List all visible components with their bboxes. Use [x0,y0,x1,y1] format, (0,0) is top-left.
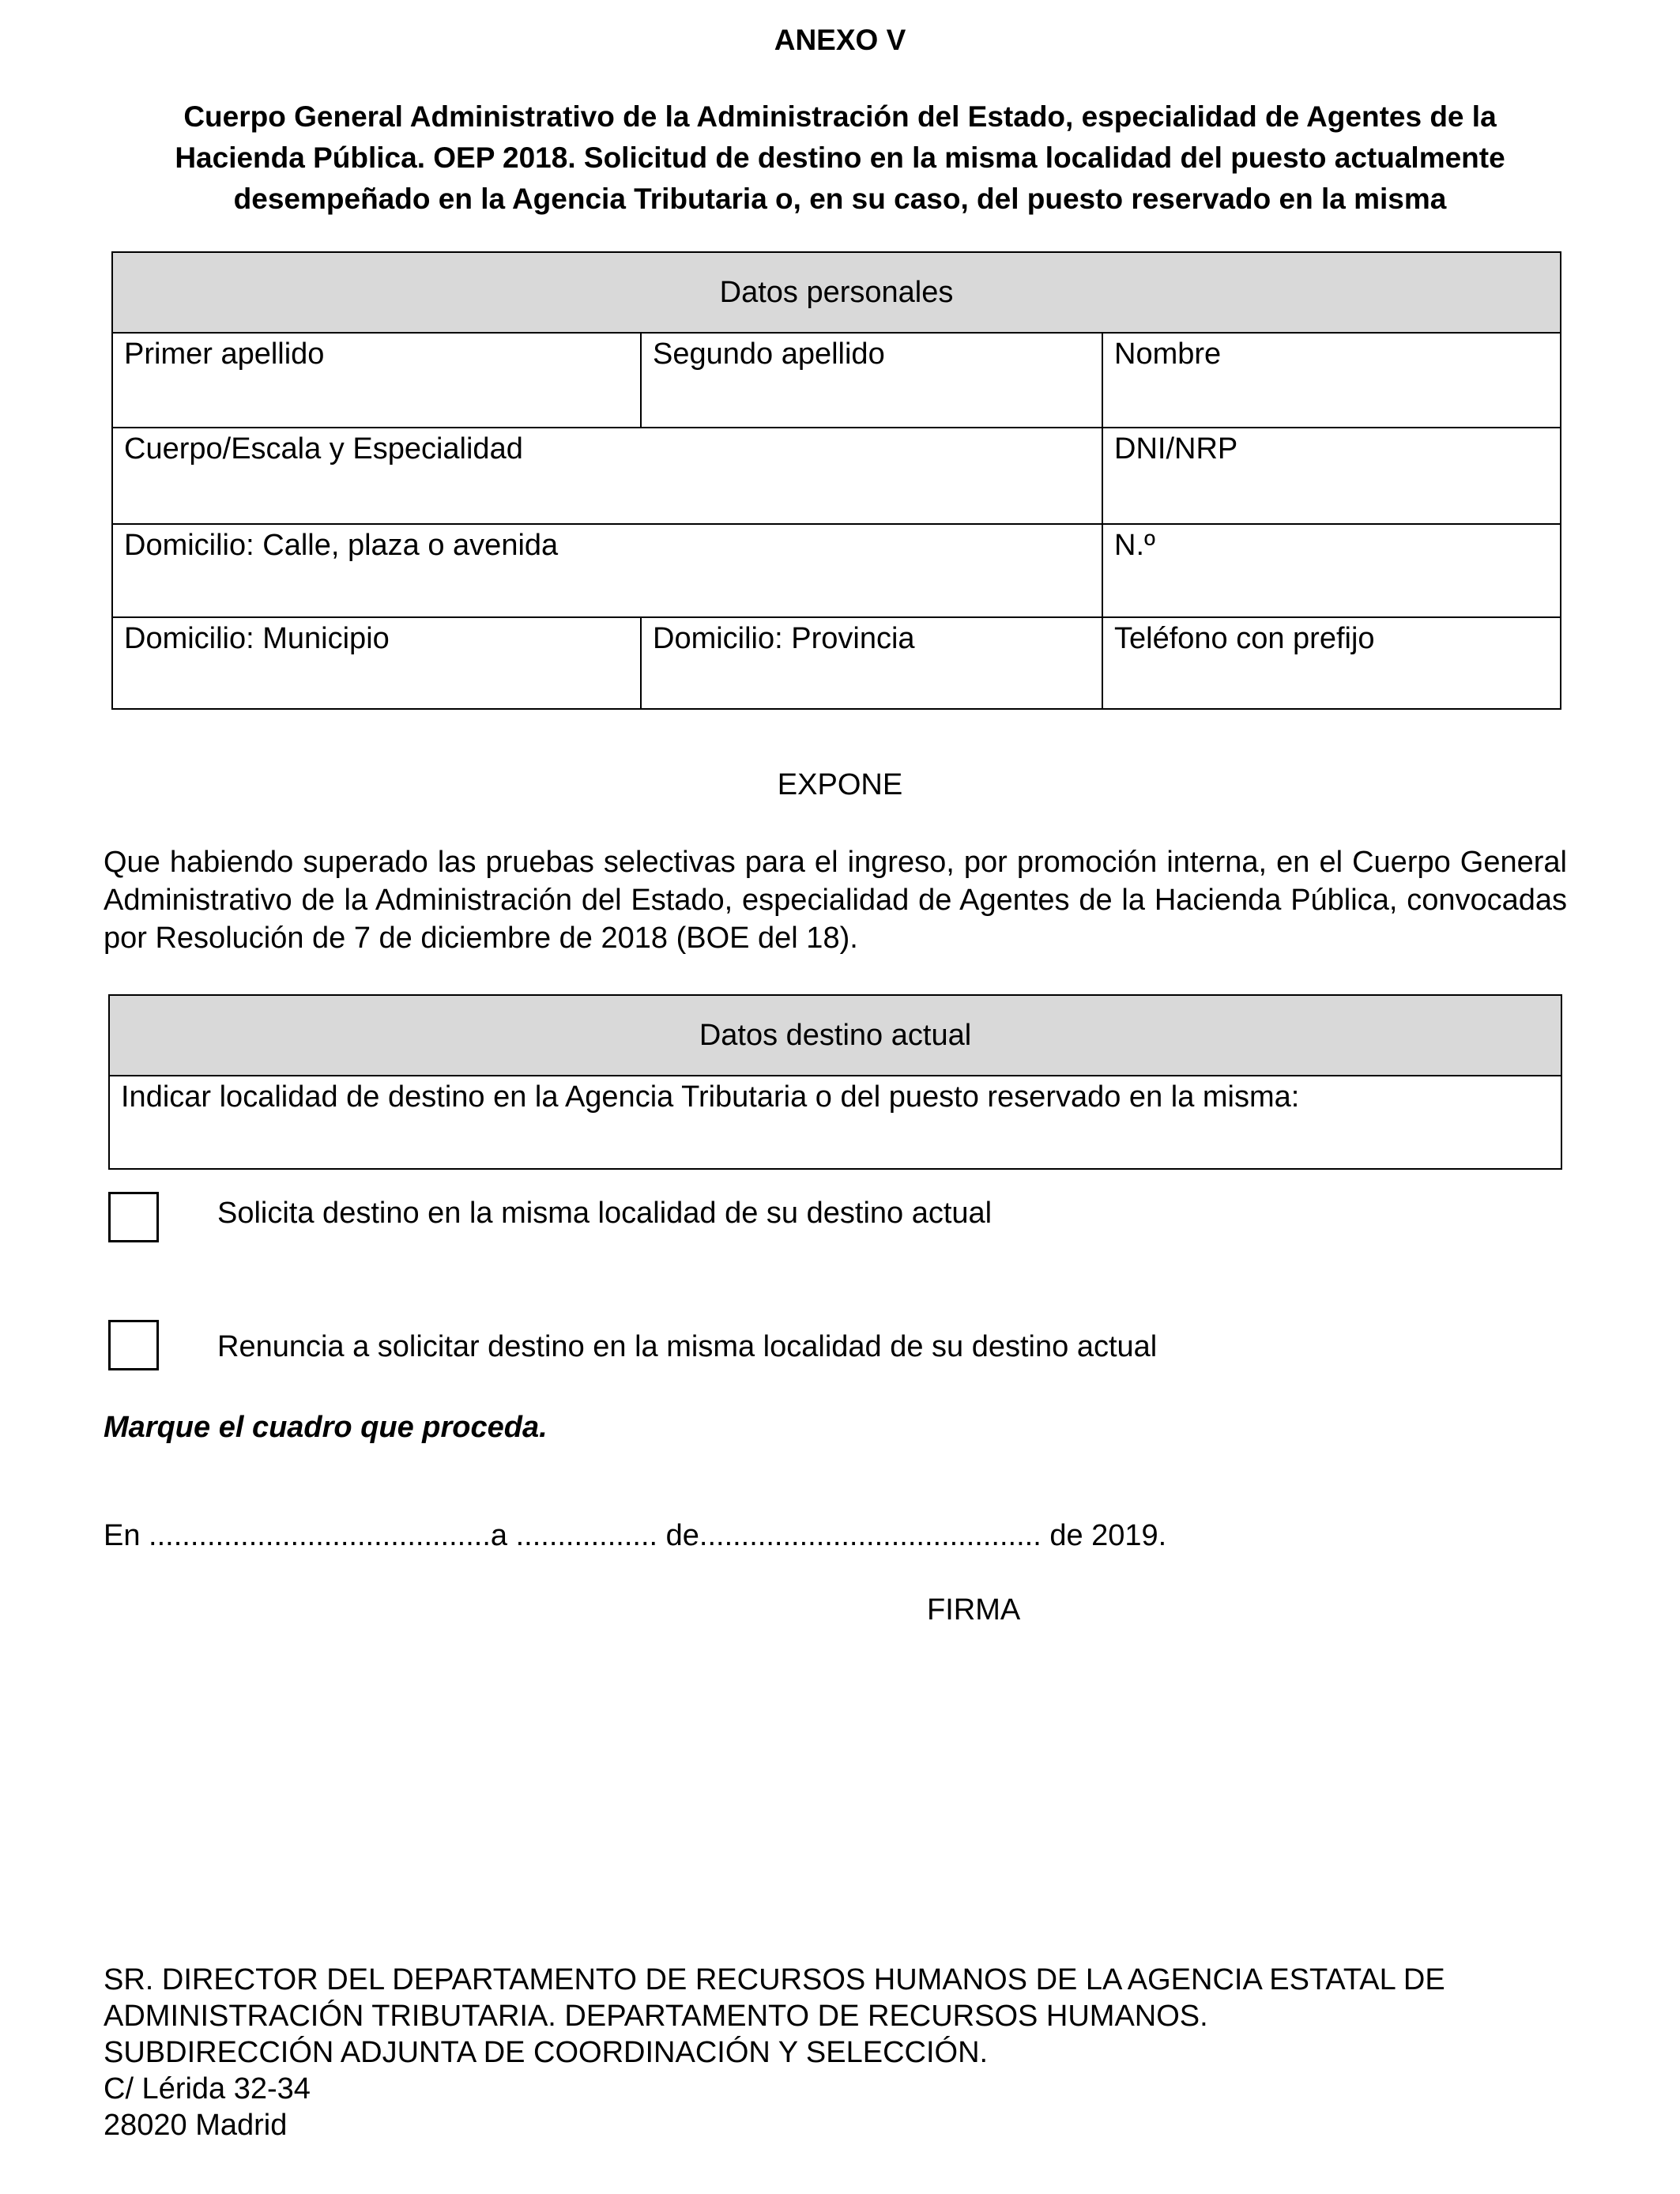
expone-label: EXPONE [777,768,903,801]
street-field[interactable] [112,524,1102,617]
municipality-field[interactable] [112,617,641,709]
instruction-text: Marque el cuadro que proceda. [104,1411,548,1444]
addressee-block [104,1962,1581,2143]
current-post-field[interactable] [109,1076,1561,1169]
document-heading [111,96,1569,220]
request-checkbox[interactable] [108,1192,159,1242]
phone-field[interactable] [1102,617,1561,709]
heading-line: Cuerpo General Administrativo de la Administración del Estado, especialidad de Agentes de la [183,100,1497,133]
request-option-label: Solicita destino en la misma localidad de su destino actual [217,1197,993,1230]
name-label: Nombre [1114,337,1222,371]
id-number-field[interactable] [1102,428,1561,524]
addressee-line: ADMINISTRACIÓN TRIBUTARIA. DEPARTAMENTO DE RECURSOS HUMANOS. [104,2000,1208,2033]
province-label: Domicilio: Provincia [653,622,915,655]
current-post-header: Datos destino actual [109,995,1561,1076]
phone-label: Teléfono con prefijo [1114,622,1375,655]
date-line: En .........................................a ................. de......................................... de 2019. [104,1519,1167,1552]
addressee-line: SR. DIRECTOR DEL DEPARTAMENTO DE RECURSOS HUMANOS DE LA AGENCIA ESTATAL DE [104,1963,1445,1996]
waive-option-label: Renuncia a solicitar destino en la misma localidad de su destino actual [217,1330,1158,1363]
expone-paragraph: Que habiendo superado las pruebas selectivas para el ingreso, por promoción interna, en el Cuerpo General Administrativo de la Administración del Estado, especialidad de Agentes de la Hacienda Pública, convocadas por Resolución de 7 de diciembre de 2018 (BOE del 18). [104,846,1567,955]
addressee-line: C/ Lérida 32-34 [104,2072,311,2105]
annex-title: ANEXO V [774,24,906,56]
addressee-line: SUBDIRECCIÓN ADJUNTA DE COORDINACIÓN Y SELECCIÓN. [104,2036,989,2069]
personal-data-table [111,251,1561,710]
street-number-label: N.º [1114,529,1155,562]
personal-data-header: Datos personales [112,252,1561,333]
corps-label: Cuerpo/Escala y Especialidad [124,432,523,466]
addressee-line: 28020 Madrid [104,2109,288,2142]
waive-checkbox[interactable] [108,1320,159,1370]
name-field[interactable] [1102,333,1561,428]
heading-line: desempeñado en la Agencia Tributaria o, en su caso, del puesto reservado en la misma [233,183,1447,215]
street-label: Domicilio: Calle, plaza o avenida [124,529,559,562]
province-field[interactable] [641,617,1102,709]
first-surname-field[interactable] [112,333,641,428]
id-number-label: DNI/NRP [1114,432,1238,466]
corps-field[interactable] [112,428,1102,524]
first-surname-label: Primer apellido [124,337,325,371]
signature-label: FIRMA [927,1593,1021,1627]
second-surname-field[interactable] [641,333,1102,428]
municipality-label: Domicilio: Municipio [124,622,390,655]
second-surname-label: Segundo apellido [653,337,885,371]
street-number-field[interactable] [1102,524,1561,617]
current-post-table [108,994,1562,1170]
current-post-label: Indicar localidad de destino en la Agencia Tributaria o del puesto reservado en la misma: [121,1080,1300,1114]
heading-line: Hacienda Pública. OEP 2018. Solicitud de destino en la misma localidad del puesto actualmente [175,141,1505,174]
